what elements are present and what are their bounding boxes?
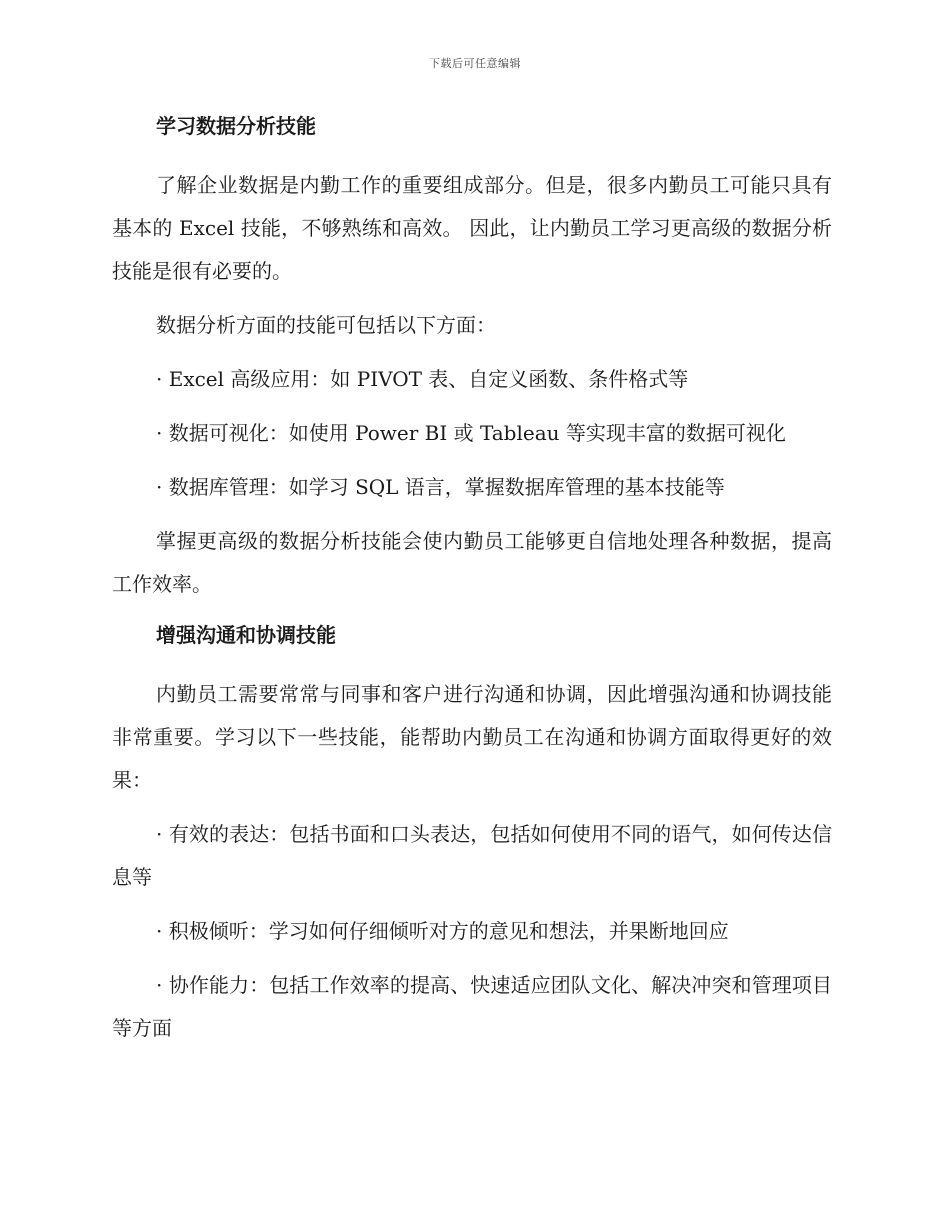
paragraph: 内勤员工需要常常与同事和客户进行沟通和协调，因此增强沟通和协调技能非常重要。学习以下一些技能，能帮助内勤员工在沟通和协调方面取得更好的效果： — [112, 682, 832, 792]
bullet-item: · 协作能力：包括工作效率的提高、快速适应团队文化、解决冲突和管理项目等方面 — [112, 973, 832, 1040]
paragraph: 数据分析方面的技能可包括以下方面： — [156, 313, 496, 337]
bullet-item: · Excel 高级应用：如 PIVOT 表、自定义函数、条件格式等 — [156, 367, 689, 391]
paragraph: 了解企业数据是内勤工作的重要组成部分。但是，很多内勤员工可能只具有基本的 Excel 技能，不够熟练和高效。 因此，让内勤员工学习更高级的数据分析技能是很有必要的。 — [112, 173, 832, 283]
bullet-item: · 有效的表达：包括书面和口头表达，包括如何使用不同的语气，如何传达信息等 — [112, 822, 832, 889]
section-data-analysis — [112, 108, 832, 606]
bullet-item: · 积极倾听：学习如何仔细倾听对方的意见和想法，并果断地回应 — [156, 919, 729, 943]
header-note: 下载后可任意编辑 — [429, 57, 521, 70]
section-heading: 学习数据分析技能 — [156, 114, 316, 138]
paragraph: 掌握更高级的数据分析技能会使内勤员工能够更自信地处理各种数据，提高工作效率。 — [112, 529, 832, 596]
document-body — [112, 108, 832, 1061]
bullet-item: · 数据可视化：如使用 Power BI 或 Tableau 等实现丰富的数据可视化 — [156, 421, 786, 445]
section-communication — [112, 617, 832, 1050]
bullet-item: · 数据库管理：如学习 SQL 语言，掌握数据库管理的基本技能等 — [156, 475, 725, 499]
section-heading: 增强沟通和协调技能 — [156, 623, 336, 647]
